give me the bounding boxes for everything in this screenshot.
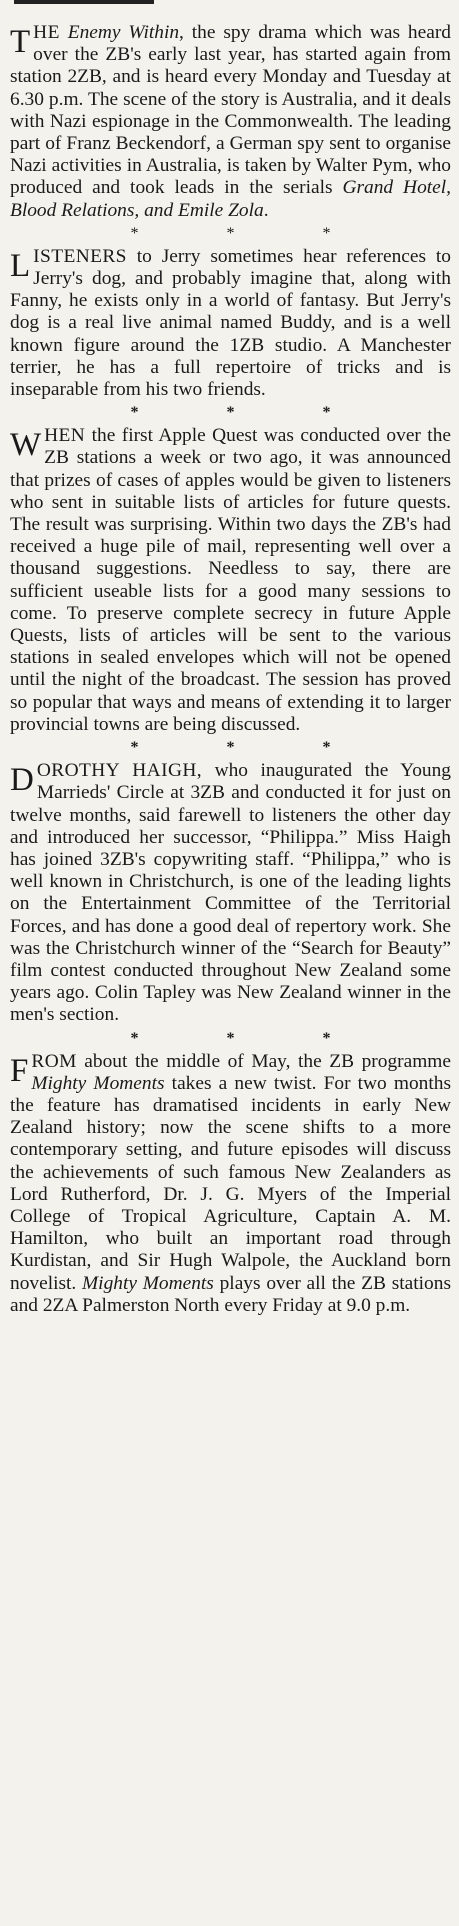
paragraph-dorothy-haigh: DOROTHY HAIGH, who inaugurated the Young Marrieds' Circle at 3ZB and conducted it for just on twelve months, said farewell to listeners the other day and introduced her successor, “Philippa.” Miss Haigh has joined 3ZB's copywriting staff. “Philippa,” who is well known in Christchurch, is one of the leading lights on the Entertainment Committee of the Territorial Forces, and has done a good deal of repertory work. She was the Christchurch winner of the “Search for Beauty” film contest conducted throughout New Zealand some years ago. Colin Tapley was New Zealand winner in the men's section. [10,760,451,1026]
separator-stars: * * * [130,739,373,757]
drop-cap: F [10,1052,29,1089]
separator-stars: * * * [130,1029,373,1047]
lead-word: HEN [44,425,86,447]
lead-word: ISTENERS [33,245,127,267]
lead-word: HE [33,22,60,43]
lead-word: ROM [31,1050,77,1072]
title-italic: Enemy Within [67,22,180,43]
lead-word: OROTHY HAIGH, [36,760,202,782]
drop-cap: T [10,24,31,60]
paragraph-mighty-moments: FROM about the middle of May, the ZB programme Mighty Moments takes a new twist. For two months the feature has dramatised incidents in early New Zealand history; now the scene shifts to a more contemporary setting, and future episodes will discuss the achievements of such famous New Zealanders as Lord Rutherford, Dr. J. G. Myers of the Imperial College of Tropical Agriculture, Captain A. M. Hamilton, who built an important road through Kurdistan, and Sir Hugh Walpole, the Auckland born novelist. Mighty Moments plays over all the ZB stations and 2ZA Palmerston North every Friday at 9.0 p.m. [10,1050,452,1316]
title-italic: Mighty Moments [82,1272,214,1294]
title-italic: Mighty Moments [31,1072,165,1094]
title-italic: Grand Hotel, Blood Relations, and Emile Zola [10,177,451,221]
drop-cap: D [10,762,34,799]
paragraph-jerrys-dog: LISTENERS to Jerry sometimes hear references to Jerry's dog, and probably imagine that, along with Fanny, he exists only in a world of fantasy. But Jerry's dog is a real live animal named Buddy, and is a well known figure around the 1ZB studio. A Manchester terrier, he has a full repertoire of tricks and is inseparable from his two friends. [10,245,451,401]
paragraph-apple-quest: WHEN the first Apple Quest was conducted over the ZB stations a week or two ago, it was announced that prizes of cases of apples would be given to listeners who sent in suitable lists of articles for future quests. The result was surprising. Within two days the ZB's had received a huge pile of mail, representing well over a thousand suggestions. Needless to say, there are sufficient useable lists for a good many sessions to come. To preserve complete secrecy in future Apple Quests, lists of articles will be sent to the various stations in sealed envelopes which will not be opened until the night of the broadcast. The session has proved so popular that ways and means of extending it to larger provincial towns are being discussed. [10,425,451,735]
separator-stars: * * * [130,404,373,422]
paragraph-enemy-within: THE Enemy Within, the spy drama which was heard over the ZB's early last year, has started again from station 2ZB, and is heard every Monday and Tuesday at 6.30 p.m. The scene of the story is Australia, and it deals with Nazi espionage in the Commonwealth. The leading part of Franz Beckendorf, a German spy sent to organise Nazi activities in Australia, is taken by Walter Pym, who produced and took leads in the serials Grand Hotel, Blood Relations, and Emile Zola. [10,22,451,221]
top-rule [14,0,154,4]
drop-cap: L [10,247,31,284]
drop-cap: W [10,427,42,464]
separator-stars: * * * [130,224,373,242]
